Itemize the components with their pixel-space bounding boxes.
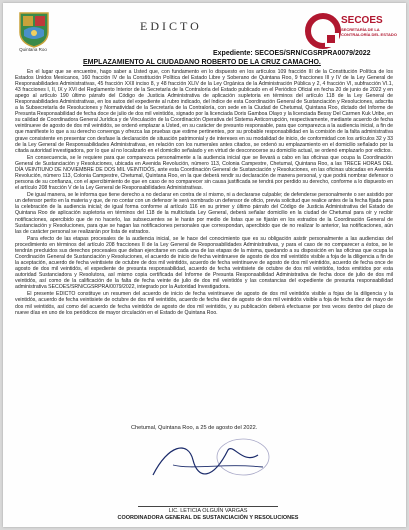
signatory-name: LIC. LETICIA OLGUÍN VARGAS <box>168 508 248 514</box>
signature-line <box>138 506 278 507</box>
handwritten-signature-icon <box>133 435 283 485</box>
body-paragraph: Para efecto de las etapas procesales de la audiencia inicial, se le hace del conocimiento que es su obligación asistir personalmente a las audiencias del procedimiento en términos del artículo 208 fracciones II de la Ley General de Responsabilidades Administrativas, y para el caso de no comparecer a éstos, se le tendrán precluidos sus derechos procesales que deban ejercitarse en cada una de las etapas de la misma, quedando a su disposición en las oficinas que ocupa la Coordinación General de Sustanciación y Resoluciones, el acuerdo de inicio de fecha veintinueve de agosto de dos mil veintidós visible a foja de la diligencia a fin de la aceptación, acuerdo de fecha veintisiete de octubre de dos mil veintidós, acuerdo de fecha veintinueve de agosto de dos mil veintidós, acuerdo de fecha once de agosto de dos mil veintidós, el expediente de presunta responsabilidad, acuerdo de fecha veintisiete de octubre de dos mil veintidós, todos emitidos por esta autoridad Sustanciadora y Resolutora, así mismo copia certificada del Informe de Presunta Responsabilidad Administrativa de fecha doce de julio de dos mil veintidós, así como de la calificación de la falta de fecha veinte de julio de dos mil veintidós y las constancias del expediente de presunta responsabilidad administrativa SECOES/SRN/CGSRPRA/0079/2022, integrado por la Autoridad Investigadora. <box>15 235 393 291</box>
body-paragraph: De igual manera, se le informa que tiene derecho a no declarar en contra de sí mismo, ni a declararse culpable; de defenderse personalmente o ser asistido por un defensor perito en la materia y que, de no contar con un defensor le será nombrado un defensor de oficio, previa solicitud que realice antes de la fecha fijada para la celebración de la audiencia inicial; de igual forma conforme al artículo 116 en su primer y último párrafo del Código de Justicia Administrativa del Estado de Quintana Roo de aplicación supletoria en términos del 118 de la multicitada Ley General, deberá señalar domicilio en la ciudad de Chetumal para oír y recibir notificaciones, apercibido que de no hacerlo, las subsecuentes se le harán por medio de listas que se fijarán en los estrados de la Coordinación General de Sustanciación y Resoluciones, para que se hagan las notificaciones personales que correspondan, apercibido que de no realizar lo anterior, las notificaciones, aún las de carácter personal se realizarán por lista de estrados. <box>15 192 393 235</box>
signatory-title: COORDINADORA GENERAL DE SUSTANCIACIÓN Y RESOLUCIONES <box>117 515 299 521</box>
secoes-subtitle: SECRETARÍA DE LA CONTRALORÍA DEL ESTADO <box>341 27 397 37</box>
expediente-number: Expediente: SECOES/SRN/CGSRPRA0079/2022 <box>213 50 371 57</box>
body-paragraph: En el lugar que se encuentre, hago saber a Usted que, con fundamento en lo dispuesto en los artículos 109 fracción III de la Constitución Política de los Estados Unidos Mexicanos, 160 fracción IV de la Constitución Política del Estado Libre y Soberano de Quintana Roo, 9 fracciones III y IV de la Ley General de Responsabilidades Administrativas, 45 fracción XXII inciso 8, y 48 fracción XLIV de la Ley Orgánica de la Administración Pública y 2, 4 fracción VI, subfracción VI.1, 43 fracciones I, II, IX y XVI del Reglamento Interior de la Secretaría de la Contraloría del Estado publicado en el Periódico Oficial en fecha 20 de junio de 2022 y en apego al artículo 190 último párrafo del Código de Justicia Administrativa de aplicación supletoria en términos del artículo 118 de la Ley General de Responsabilidades Administrativas, en los autos del expediente al rubro indicado, del índice de esta Coordinación General de Sustanciación y Resoluciones, adscrita a la Subsecretaría de Resoluciones y Normatividad de la Secretaría de la Contraloría, con sede en la Ciudad de Chetumal, Quintana Roo, dictado del Informe de Presunta Responsabilidad de fecha doce de julio de dos mil veintidós, signado por la licenciada Doris Gamboa Olayo y la licenciada Bessy Del Carmen Kuk Uribe, en su calidad de Coordinadora General Jurídica y de Vinculación de la Coordinación Operativa del Sistema Anticorrupción, respectivamente, mediante acuerdo de fecha veintinueve de agosto de dos mil veintidós, se ordenó emplazar a Usted, en su carácter de presunto responsable, para que comparezca a la audiencia inicial, a fin de que manifieste lo que a su derecho convenga y ofrezca las pruebas que estime pertinentes, por su probable responsabilidad en la comisión de la falta administrativa grave consistente en presentar con desfase la declaración de situación patrimonial y de intereses en su modalidad de inicio, de conformidad con los artículos 32 y 33 de la Ley General de Responsabilidades Administrativas, en relación con los numerales antes citados, se ordenó su emplazamiento en el domicilio señalado por la citada autoridad investigadora, por lo que al no localizarlo en el domicilio señalado y en virtud de desconocerse su domicilio actual, se ordenó emplazarlo por edictos. <box>15 69 393 154</box>
body-paragraph: En consecuencia, se le requiere para que comparezca personalmente a la audiencia inicial que se llevará a cabo en las oficinas que ocupa la Coordinación General de Sustanciación y Resoluciones, ubicada en Avenida Revolución, número 113, Colonia Campestre, Chetumal, Quintana Roo, a las TRECE HORAS DEL DÍA VEINTIUNO DE NOVIEMBRE DE DOS MIL VEINTIDÓS, ante esta Coordinación General de Sustanciación y Resoluciones, en las oficinas ubicadas en Avenida Revolución, número 113, Colonia Campestre, Chetumal, Quintana Roo, en la que deberá rendir su declaración de manera personal, y que podrá nombrar defensor o persona de su confianza, con el apercibimiento de que en caso de no comparecer sin causa justificada se tendrá por perdido su derecho, conforme a lo dispuesto en el artículo 208 fracción V de la Ley General de Responsabilidades Administrativas. <box>15 154 393 192</box>
body-paragraph: El presente EDICTO constituye un resumen del acuerdo de inicio de fecha veintinueve de agosto de dos mil veintidós visible a fojas de la diligencia y la veintidós, acuerdo de fecha veintisiete de octubre de dos mil veintidós, acuerdo de fecha diez de agosto de dos mil veintidós visible a foja de fecha diez de mayo de dos mil veintidós, así como del acuerdo de fecha veintidós de agosto de dos mil veintidós, y su publicación deberá efectuarse por tres veces dentro del plazo de nueve días en uno de los periódicos de mayor circulación en el Estado de Quintana Roo. <box>15 291 393 316</box>
government-label: Quintana Roo <box>19 47 47 52</box>
secoes-name: SECOES <box>341 15 383 26</box>
document-heading: EMPLAZAMIENTO AL CIUDADANO ROBERTO DE LA CRUZ CAMACHO. <box>83 59 321 66</box>
document-page <box>3 3 406 527</box>
closing-place-date: Chetumal, Quintana Roo, a 25 de agosto del 2022. <box>131 425 258 431</box>
secoes-logo-icon <box>305 13 341 49</box>
edicto-title: EDICTO <box>140 19 202 33</box>
quintana-roo-coat-of-arms-icon <box>17 10 51 48</box>
document-body <box>15 69 393 317</box>
